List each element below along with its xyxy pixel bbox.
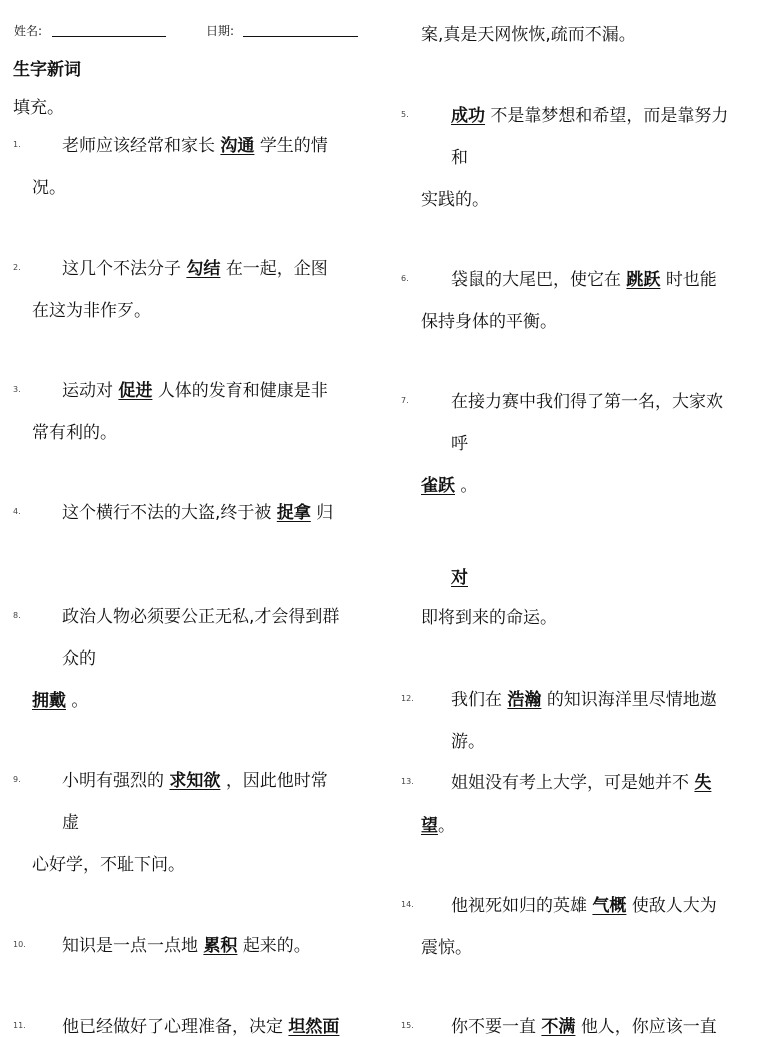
question-continuation: 震惊。	[421, 938, 472, 958]
question-line	[451, 563, 468, 588]
question-text: 不是靠梦想和希望，而是靠努力	[490, 106, 729, 126]
question-continuation: 况。	[32, 178, 66, 198]
question-text: 。	[460, 476, 478, 496]
question-line	[451, 891, 717, 916]
question-continuation: 众的	[62, 649, 96, 669]
question-text: 你不要一直	[451, 1017, 536, 1037]
question-text: 他已经做好了心理准备，决定	[62, 1017, 283, 1037]
question-line	[451, 265, 717, 290]
question-text: 使敌人大为	[631, 896, 717, 916]
item-number: 1.	[13, 140, 21, 149]
question-text: ，因此他时常	[225, 771, 328, 791]
question-text: 的知识海洋里尽情地遨	[546, 690, 717, 710]
date-blank-line[interactable]	[243, 36, 358, 37]
question-line	[421, 811, 455, 836]
question-line: 在接力赛中我们得了第一名，大家欢	[451, 392, 723, 412]
question-continuation: 保持身体的平衡。	[421, 312, 557, 332]
question-continuation: 案,真是天网恢恢,疏而不漏。	[421, 25, 636, 45]
question-line	[451, 685, 717, 710]
question-text: 学生的情	[259, 136, 328, 156]
answer-word: 气概	[592, 896, 627, 916]
answer-word: 捉拿	[276, 503, 311, 523]
item-number: 13.	[401, 777, 414, 786]
question-text: 我们在	[451, 690, 502, 710]
question-text: 姐姐没有考上大学，可是她并不	[451, 773, 689, 793]
section-title: 生字新词	[13, 60, 81, 80]
item-number: 7.	[401, 396, 409, 405]
answer-word: 成功	[451, 106, 485, 126]
question-text: 在一起，企图	[225, 259, 328, 279]
question-text: 人体的发育和健康是非	[157, 381, 328, 401]
question-text: 老师应该经常和家长	[62, 136, 215, 156]
question-line	[62, 254, 328, 279]
question-continuation: 常有利的。	[32, 423, 117, 443]
question-continuation: 呼	[451, 434, 468, 454]
item-number: 6.	[401, 274, 409, 283]
question-line: 政治人物必须要公正无私,才会得到群	[62, 607, 340, 627]
question-continuation: 游。	[451, 732, 485, 752]
question-continuation: 和	[451, 148, 468, 168]
question-continuation: 实践的。	[421, 190, 489, 210]
question-line	[62, 931, 311, 956]
answer-word: 求知欲	[169, 771, 221, 791]
question-line	[62, 1012, 339, 1037]
item-number: 5.	[401, 110, 409, 119]
question-line	[451, 1012, 717, 1037]
item-number: 12.	[401, 694, 414, 703]
question-text: 他视死如归的英雄	[451, 896, 587, 916]
question-line	[62, 766, 328, 791]
answer-word: 失	[694, 773, 712, 793]
item-number: 9.	[13, 775, 21, 784]
item-number: 3.	[13, 385, 21, 394]
question-line	[62, 131, 328, 156]
question-continuation: 即将到来的命运。	[421, 608, 557, 628]
question-text: 运动对	[62, 381, 113, 401]
name-blank-line[interactable]	[52, 36, 166, 37]
question-text: 袋鼠的大尾巴，使它在	[451, 270, 621, 290]
question-text: 。	[438, 816, 455, 836]
question-text: 这几个不法分子	[62, 259, 181, 279]
name-label: 姓名:	[14, 24, 43, 38]
answer-word: 促进	[118, 381, 153, 401]
question-text: 他人，你应该一直	[580, 1017, 717, 1037]
answer-word: 望	[421, 816, 438, 836]
answer-word: 勾结	[186, 259, 221, 279]
question-line	[62, 498, 333, 523]
item-number: 15.	[401, 1021, 414, 1030]
question-line	[451, 768, 711, 793]
answer-word: 累积	[203, 936, 238, 956]
question-line	[62, 376, 328, 401]
question-line	[32, 686, 88, 711]
answer-word: 沟通	[220, 136, 255, 156]
answer-word: 拥戴	[32, 691, 66, 711]
item-number: 14.	[401, 900, 414, 909]
instruction-text: 填充。	[13, 98, 64, 118]
question-text: 时也能	[665, 270, 717, 290]
item-number: 8.	[13, 611, 21, 620]
item-number: 2.	[13, 263, 21, 272]
question-text: 起来的。	[242, 936, 311, 956]
answer-word: 浩瀚	[507, 690, 542, 710]
question-text: 。	[71, 691, 89, 711]
date-label: 日期:	[206, 24, 235, 38]
answer-word: 跳跃	[626, 270, 661, 290]
question-line	[451, 101, 728, 126]
item-number: 4.	[13, 507, 21, 516]
question-text: 知识是一点一点地	[62, 936, 198, 956]
answer-word: 不满	[541, 1017, 576, 1037]
question-text: 小明有强烈的	[62, 771, 164, 791]
question-line	[421, 471, 477, 496]
question-continuation: 虚	[62, 813, 79, 833]
item-number: 10.	[13, 940, 26, 949]
question-continuation: 心好学，不耻下问。	[32, 855, 185, 875]
question-text: 这个横行不法的大盗,终于被	[62, 503, 272, 523]
answer-word: 对	[451, 568, 468, 588]
answer-word: 坦然面	[288, 1017, 340, 1037]
question-text: 归	[316, 503, 334, 523]
item-number: 11.	[13, 1021, 26, 1030]
question-continuation: 在这为非作歹。	[32, 301, 151, 321]
answer-word: 雀跃	[421, 476, 455, 496]
